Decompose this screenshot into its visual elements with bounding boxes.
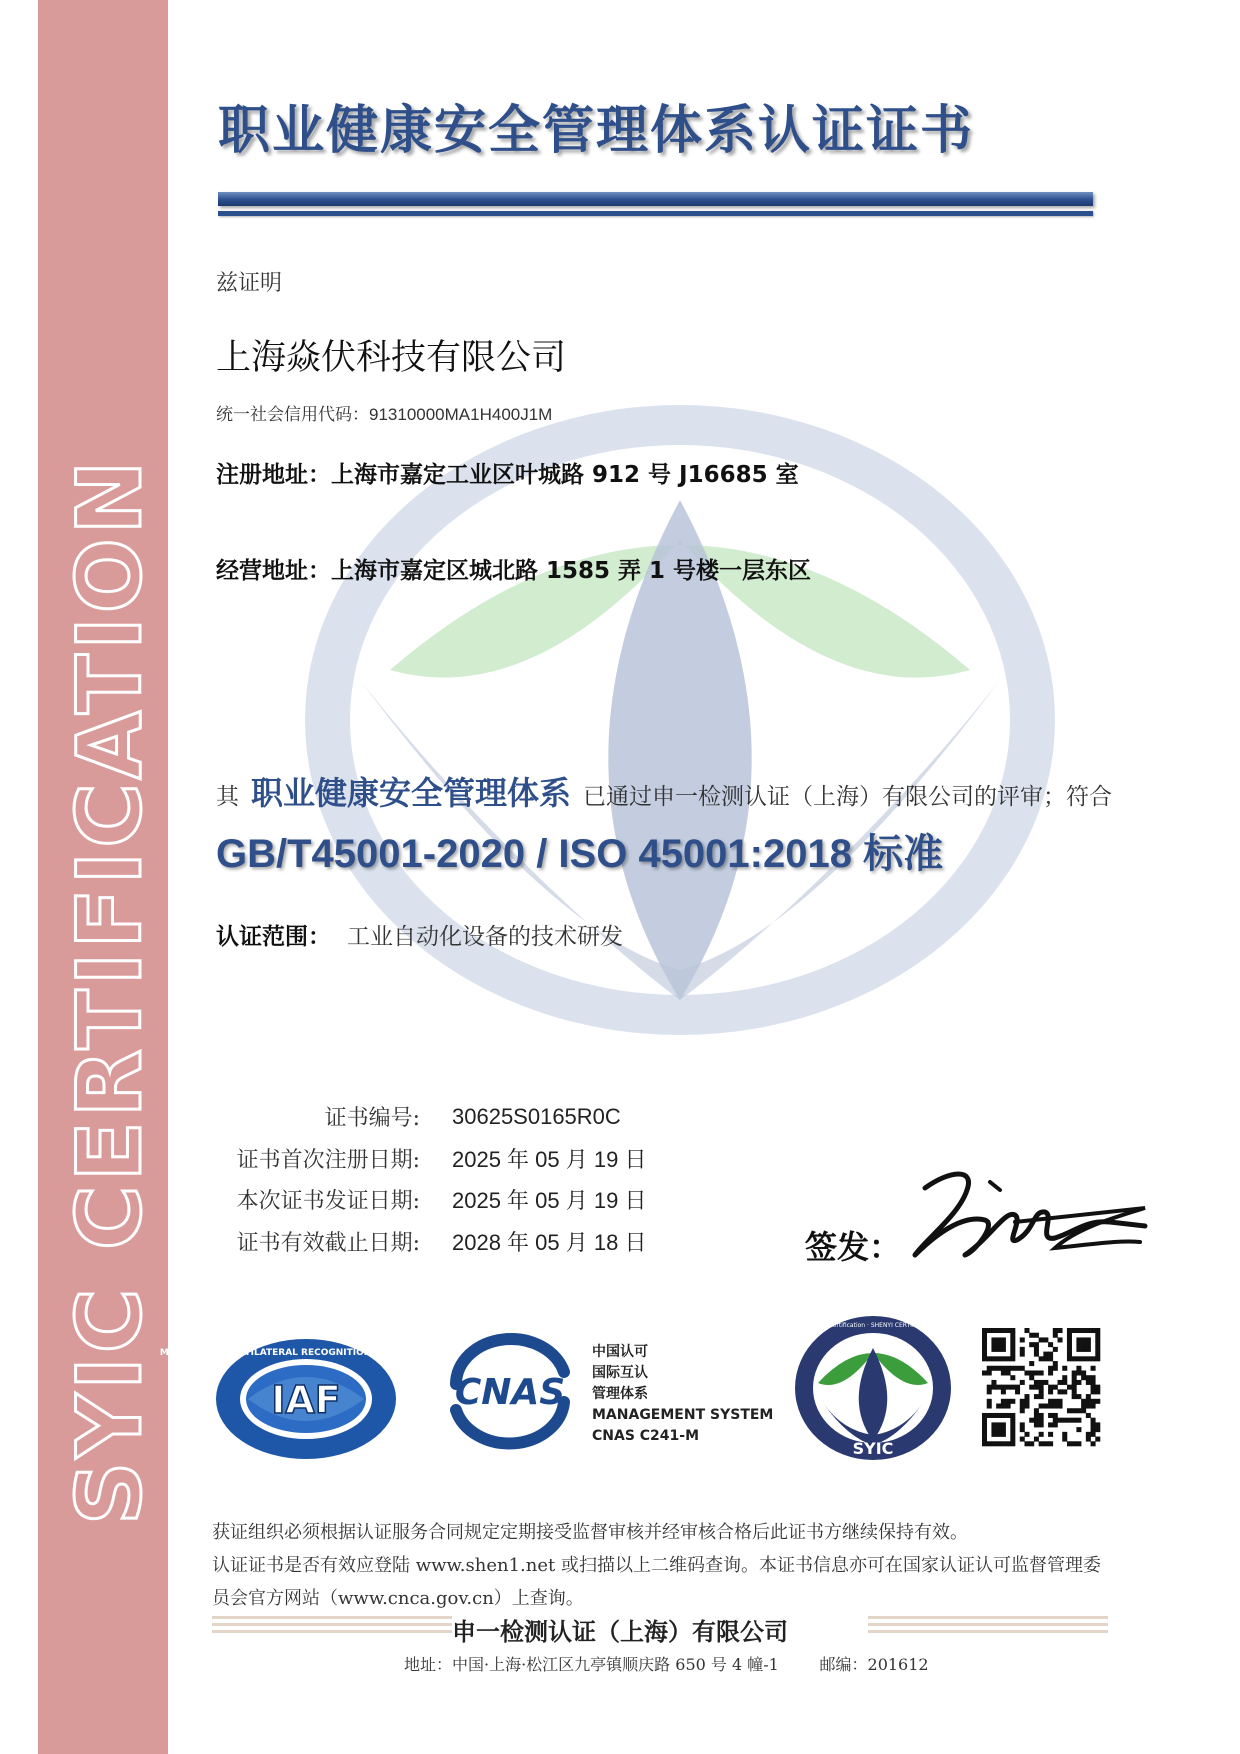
cnas-line: 国际互认	[592, 1365, 648, 1381]
info-label: 证书有效截止日期:	[236, 1230, 420, 1256]
syic-name: SYIC	[852, 1439, 894, 1458]
business-address	[216, 552, 811, 585]
info-label: 证书编号:	[324, 1106, 420, 1132]
statement-prefix: 其	[216, 784, 239, 810]
side-vertical-text: SYIC CERTIFICATION	[58, 456, 161, 1525]
info-value: 30625S0165R0C	[452, 1103, 621, 1129]
registered-address-label: 注册地址：	[216, 462, 331, 488]
signature-image	[905, 1160, 1155, 1270]
statement-suffix: 已通过申一检测认证（上海）有限公司的评审；符合	[583, 784, 1113, 810]
registered-address	[216, 456, 799, 489]
notice-line: 认证证书是否有效应登陆 www.shen1.net 或扫描以上二维码查询。本证书信息亦可在国家认证认可监督管理委	[212, 1555, 1101, 1576]
sign-label: 签发：	[805, 1228, 902, 1266]
standard-line: GB/T45001-2020 / ISO 45001:2018 标准	[216, 832, 944, 876]
info-value: 2028 年 05 月 18 日	[452, 1229, 647, 1255]
qr-code[interactable]	[982, 1328, 1100, 1446]
validity-notice	[212, 1516, 1142, 1615]
cnas-accreditation-text	[592, 1342, 773, 1447]
credit-code-value: 91310000MA1H400J1M	[369, 405, 553, 424]
iaf-ring-text: MEMBER OF MULTILATERAL RECOGNITION ARRANGEMENT	[159, 1348, 453, 1358]
certify-label: 兹证明	[216, 271, 283, 296]
system-name: 职业健康安全管理体系	[251, 774, 572, 812]
footer-address	[404, 1652, 929, 1675]
syic-ring-text: ShenYi Certification · SHENYI CERTIFICATION	[806, 1322, 940, 1329]
issuer-name: 申一检测认证（上海）有限公司	[452, 1618, 788, 1646]
business-address-label: 经营地址：	[216, 558, 331, 584]
info-row-issue-date	[220, 1179, 646, 1221]
notice-line: 获证组织必须根据认证服务合同规定定期接受监督审核并经审核合格后此证书方继续保持有效。	[212, 1522, 968, 1543]
cnas-logo	[436, 1336, 584, 1446]
info-value: 2025 年 05 月 19 日	[452, 1188, 647, 1214]
system-statement	[216, 768, 1112, 814]
cnas-name: CNAS	[454, 1372, 566, 1413]
footer-postcode: 邮编：201612	[819, 1655, 929, 1674]
cnas-line: MANAGEMENT SYSTEM	[592, 1407, 774, 1423]
registered-address-value: 上海市嘉定工业区叶城路 912 号 J16685 室	[331, 462, 799, 488]
syic-logo	[793, 1313, 953, 1463]
credit-code-label: 统一社会信用代码：	[216, 405, 369, 425]
notice-line: 员会官方网站（www.cnca.gov.cn）上查询。	[212, 1588, 584, 1609]
iaf-logo	[159, 1335, 453, 1463]
info-row-expiry-date	[220, 1221, 646, 1263]
cnas-line: 中国认可	[592, 1344, 648, 1360]
scope-label: 认证范围：	[216, 924, 331, 950]
certificate-info	[220, 1096, 646, 1262]
info-row-first-registration	[220, 1138, 646, 1180]
business-address-value: 上海市嘉定区城北路 1585 弄 1 号楼一层东区	[331, 558, 812, 584]
iaf-name: IAF	[271, 1378, 341, 1422]
cnas-line: 管理体系	[592, 1386, 648, 1402]
scope-value: 工业自动化设备的技术研发	[347, 924, 623, 950]
cnas-line: CNAS C241-M	[592, 1428, 700, 1444]
info-label: 本次证书发证日期:	[236, 1189, 420, 1215]
title-rule	[218, 192, 1093, 218]
certification-scope	[216, 918, 623, 951]
footer-address-text: 地址：中国·上海·松江区九亭镇顺庆路 650 号 4 幢-1	[404, 1655, 779, 1674]
info-value: 2025 年 05 月 19 日	[452, 1146, 647, 1172]
company-name: 上海焱伏科技有限公司	[216, 338, 567, 378]
info-label: 证书首次注册日期:	[236, 1147, 420, 1173]
credit-code	[216, 400, 552, 425]
certificate-title: 职业健康安全管理体系认证证书	[218, 101, 975, 161]
info-row-number	[220, 1096, 646, 1138]
